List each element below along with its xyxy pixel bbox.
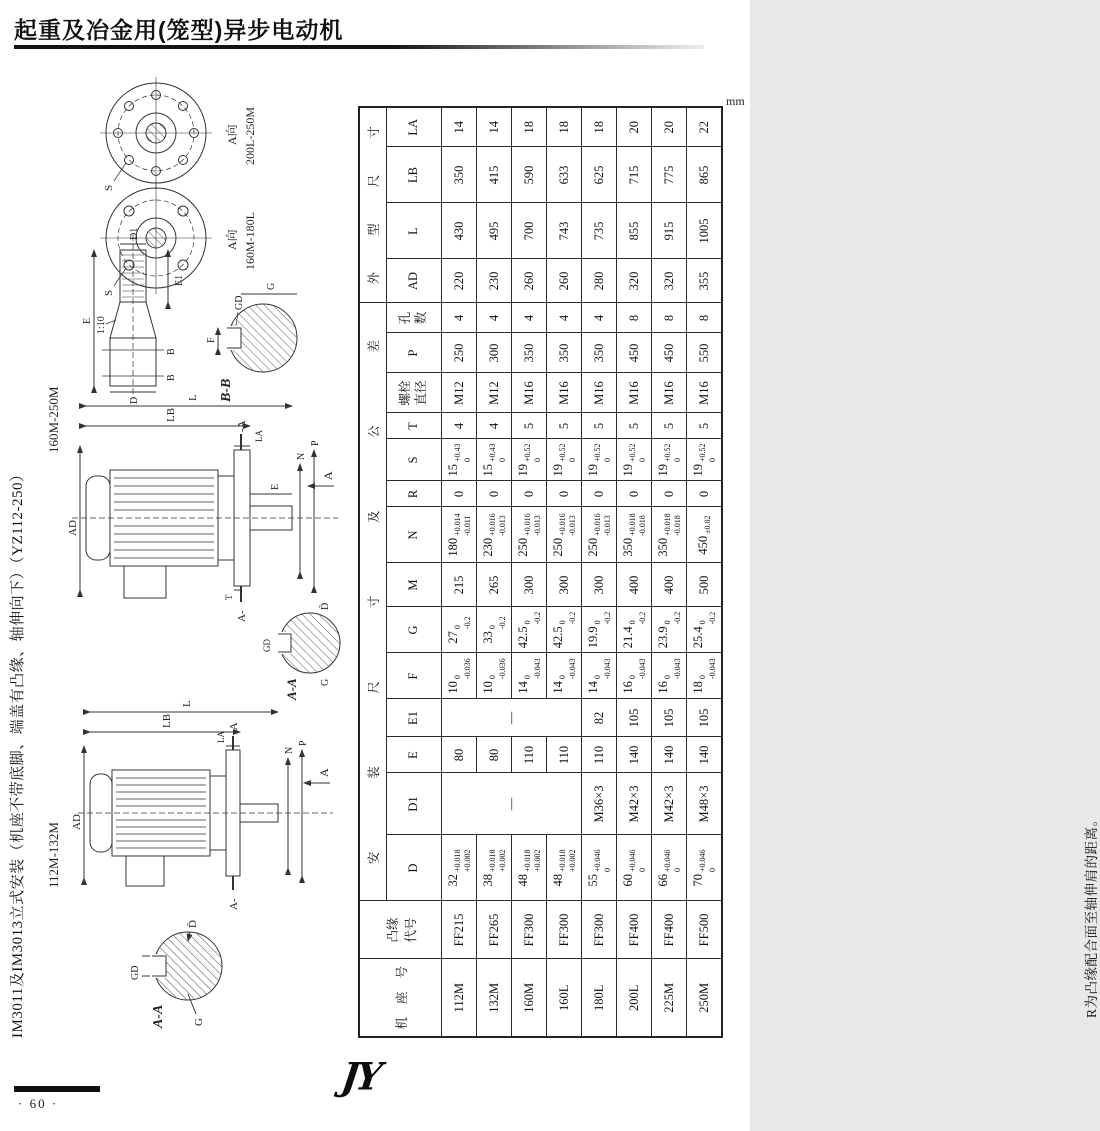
table-row	[617, 107, 652, 1037]
table-cell: FF265	[477, 901, 512, 959]
section-cut-b-right: B	[166, 348, 177, 355]
s-dim-label: S	[103, 289, 115, 296]
table-cell: 5	[582, 413, 617, 439]
section-bb-label: B-B	[219, 378, 234, 402]
table-cell: 1005	[687, 203, 723, 259]
table-cell: FF215	[442, 901, 477, 959]
column-header: LA	[387, 107, 442, 147]
n-dim-label: N	[284, 746, 295, 754]
d-dim-label: D	[129, 396, 140, 404]
table-cell: 500	[687, 563, 723, 607]
table-cell: M42×3	[652, 773, 687, 835]
table-cell: 400	[652, 563, 687, 607]
table-cell: 38 +0.018 +0.002	[477, 835, 512, 901]
table-cell: 4	[512, 303, 547, 333]
table-cell: 112M	[442, 959, 477, 1037]
table-cell: 225M	[652, 959, 687, 1037]
table-cell: 350	[582, 333, 617, 373]
table-cell: 18	[512, 107, 547, 147]
table-cell: 450	[617, 333, 652, 373]
table-cell: 15 +0.43 0	[442, 439, 477, 481]
table-cell: 32 +0.018 +0.002	[442, 835, 477, 901]
table-zone	[358, 108, 1099, 1038]
table-cell: 865	[687, 147, 723, 203]
table-cell: 4	[582, 303, 617, 333]
view-a-label: A向	[225, 124, 239, 145]
table-cell: 27 0 -0.2	[442, 607, 477, 653]
rotated-content	[0, 78, 1099, 1058]
table-cell: 4	[477, 303, 512, 333]
table-cell: FF400	[617, 901, 652, 959]
table-cell: 350 +0.018 -0.018	[617, 507, 652, 563]
column-header: P	[387, 333, 442, 373]
table-cell: 633	[547, 147, 582, 203]
table-cell: 230	[477, 259, 512, 303]
table-row	[687, 107, 723, 1037]
table-cell: 20	[652, 107, 687, 147]
table-cell: 19 +0.52 0	[512, 439, 547, 481]
table-cell: 5	[617, 413, 652, 439]
table-cell: FF400	[652, 901, 687, 959]
table-cell: 300	[477, 333, 512, 373]
table-cell: 140	[687, 737, 723, 773]
table-cell: M36×3	[582, 773, 617, 835]
table-cell: 300	[512, 563, 547, 607]
table-cell: 0	[512, 481, 547, 507]
dimension-table	[358, 106, 723, 1038]
table-cell: 915	[652, 203, 687, 259]
table-row	[582, 107, 617, 1037]
table-cell: 715	[617, 147, 652, 203]
table-cell: 80	[477, 737, 512, 773]
table-cell: 160L	[547, 959, 582, 1037]
table-cell: 55 +0.046 0	[582, 835, 617, 901]
gd-dim-label: GD	[262, 639, 272, 652]
column-header: AD	[387, 259, 442, 303]
table-cell: 250 +0.016 -0.013	[582, 507, 617, 563]
table-cell: 220	[442, 259, 477, 303]
table-cell: 8	[617, 303, 652, 333]
table-cell: 21.4 0 -0.2	[617, 607, 652, 653]
column-header: 机 座 号	[359, 959, 442, 1037]
table-cell: 265	[477, 563, 512, 607]
table-cell: 19 +0.52 0	[652, 439, 687, 481]
table-row	[512, 107, 547, 1037]
table-cell: 33 0 -0.2	[477, 607, 512, 653]
technical-drawings	[38, 98, 350, 1038]
g-dim-label: G	[266, 282, 277, 290]
table-header-row	[387, 107, 442, 1037]
section-cut-b-left: B	[166, 374, 177, 381]
table-cell: 80	[442, 737, 477, 773]
section-aa-label: A-A	[284, 678, 299, 700]
table-row	[652, 107, 687, 1037]
motor-drawing-112m	[71, 700, 333, 910]
column-header: T	[387, 413, 442, 439]
motor-drawing-160m	[67, 394, 338, 622]
table-cell: 14	[442, 107, 477, 147]
table-cell: 8	[687, 303, 723, 333]
table-cell: —	[442, 773, 582, 835]
column-header: E1	[387, 699, 442, 737]
table-cell: 350	[512, 333, 547, 373]
table-cell: 160M	[512, 959, 547, 1037]
table-cell: 250 +0.016 -0.013	[547, 507, 582, 563]
g-dim-label: G	[320, 678, 331, 686]
table-cell: FF300	[547, 901, 582, 959]
table-cell: 16 0 -0.043	[617, 653, 652, 699]
table-cell: 0	[687, 481, 723, 507]
table-cell: 260	[547, 259, 582, 303]
t-dim-label: T	[224, 594, 234, 600]
section-aa-detail-2	[262, 603, 340, 701]
table-cell: 105	[652, 699, 687, 737]
table-cell: 105	[687, 699, 723, 737]
table-cell: 200L	[617, 959, 652, 1037]
figure-group1-label: 112M-132M	[46, 822, 61, 888]
table-cell: 0	[547, 481, 582, 507]
ad-dim-label: AD	[71, 814, 83, 830]
table-cell: 415	[477, 147, 512, 203]
column-header: M	[387, 563, 442, 607]
table-cell: 18	[582, 107, 617, 147]
table-cell: 42.5 0 -0.2	[512, 607, 547, 653]
table-cell: 4	[442, 303, 477, 333]
table-cell: 5	[687, 413, 723, 439]
jy-logo: JY	[338, 1054, 382, 1100]
table-cell: 110	[582, 737, 617, 773]
table-cell: 4	[547, 303, 582, 333]
table-cell: 0	[442, 481, 477, 507]
mounting-heading: IM3011及IM3013立式安装（机座不带底脚、端盖有凸缘、轴伸向下）（YZ112-250）	[10, 466, 26, 1038]
s-dim-label: S	[103, 184, 115, 191]
column-header: 外 型 尺 寸	[359, 107, 387, 303]
shaft-end-detail	[82, 228, 185, 404]
table-cell: 16 0 -0.043	[652, 653, 687, 699]
table-cell: 590	[512, 147, 547, 203]
table-row	[547, 107, 582, 1037]
table-cell: 22	[687, 107, 723, 147]
view-a-arrow-label: A	[317, 768, 331, 777]
table-cell: 19.9 0 -0.2	[582, 607, 617, 653]
column-header: R	[387, 481, 442, 507]
table-cell: 250	[442, 333, 477, 373]
table-cell: 4	[442, 413, 477, 439]
table-cell: FF300	[582, 901, 617, 959]
flange-range-label: 160M-180L	[243, 212, 257, 270]
table-row	[477, 107, 512, 1037]
table-cell: 320	[617, 259, 652, 303]
table-cell: M16	[547, 373, 582, 413]
table-cell: M16	[687, 373, 723, 413]
table-cell: 14 0 -0.043	[512, 653, 547, 699]
table-cell: 14 0 -0.043	[547, 653, 582, 699]
table-cell: 8	[652, 303, 687, 333]
table-cell: 320	[652, 259, 687, 303]
table-cell: 10 0 -0.036	[477, 653, 512, 699]
table-cell: 550	[687, 333, 723, 373]
table-cell: 215	[442, 563, 477, 607]
column-header: D1	[387, 773, 442, 835]
table-cell: 450	[652, 333, 687, 373]
table-cell: 18	[547, 107, 582, 147]
table-cell: 132M	[477, 959, 512, 1037]
e1-dim-label: E1	[174, 274, 185, 286]
figure-group2-label: 160M-250M	[46, 386, 61, 453]
table-cell: FF500	[687, 901, 723, 959]
column-header: 凸缘 代号	[359, 901, 442, 959]
column-header: S	[387, 439, 442, 481]
table-cell: FF300	[512, 901, 547, 959]
flange-view-200l-250m	[100, 77, 257, 191]
column-header: E	[387, 737, 442, 773]
section-aa-detail-1	[130, 920, 222, 1029]
flange-range-label: 200L-250M	[243, 107, 257, 165]
table-cell: 0	[582, 481, 617, 507]
column-header: 螺栓 直径	[387, 373, 442, 413]
unit-label: mm	[726, 94, 745, 108]
table-cell: 48 +0.018 +0.002	[547, 835, 582, 901]
title-rule	[14, 45, 704, 49]
table-cell: M12	[442, 373, 477, 413]
table-cell: 775	[652, 147, 687, 203]
table-cell: 700	[512, 203, 547, 259]
table-cell: 0	[617, 481, 652, 507]
e-dim-label: E	[270, 483, 281, 490]
footer-bar	[14, 1086, 100, 1092]
column-header: G	[387, 607, 442, 653]
table-cell: 495	[477, 203, 512, 259]
view-a-arrow-label: A	[321, 471, 335, 480]
table-cell: 19 +0.52 0	[687, 439, 723, 481]
table-cell: 42.5 0 -0.2	[547, 607, 582, 653]
table-cell: 300	[582, 563, 617, 607]
gd-dim-label: GD	[130, 965, 141, 980]
table-cell: 48 +0.018 +0.002	[512, 835, 547, 901]
table-cell: 450 ±0.02	[687, 507, 723, 563]
section-cut-a-right: -A	[228, 722, 240, 734]
table-cell: 250M	[687, 959, 723, 1037]
table-cell: 15 +0.43 0	[477, 439, 512, 481]
l-dim-label: L	[181, 700, 193, 707]
table-cell: 355	[687, 259, 723, 303]
table-cell: 140	[652, 737, 687, 773]
page-title: 起重及冶金用(笼型)异步电动机	[14, 17, 344, 43]
table-cell: 350 +0.018 -0.018	[652, 507, 687, 563]
table-cell: 14	[477, 107, 512, 147]
table-cell: 110	[512, 737, 547, 773]
table-cell: M16	[652, 373, 687, 413]
table-cell: 5	[652, 413, 687, 439]
table-cell: 430	[442, 203, 477, 259]
g-dim-label: G	[193, 1018, 205, 1026]
gd-dim-label: GD	[234, 295, 245, 310]
table-cell: 60 +0.046 0	[617, 835, 652, 901]
table-cell: 260	[512, 259, 547, 303]
table-cell: —	[442, 699, 582, 737]
table-footnote: R为凸缘配合面至轴伸肩的距离。	[1084, 812, 1099, 1018]
table-cell: M16	[512, 373, 547, 413]
table-cell: M42×3	[617, 773, 652, 835]
table-cell: 743	[547, 203, 582, 259]
table-cell: 82	[582, 699, 617, 737]
taper-ratio-label: 1:10	[96, 316, 107, 334]
table-header-row	[359, 107, 387, 1037]
column-header: F	[387, 653, 442, 699]
section-cut-a-left: A-	[236, 610, 248, 622]
table-cell: 23.9 0 -0.2	[652, 607, 687, 653]
table-cell: 250 +0.016 -0.013	[512, 507, 547, 563]
table-cell: 400	[617, 563, 652, 607]
table-cell: M12	[477, 373, 512, 413]
table-cell: 5	[547, 413, 582, 439]
table-row	[442, 107, 477, 1037]
table-cell: 855	[617, 203, 652, 259]
section-cut-a-right: -A	[236, 420, 248, 432]
la-dim-label: LA	[216, 731, 226, 743]
table-cell: 18 0 -0.043	[687, 653, 723, 699]
la-dim-label: LA	[254, 430, 264, 442]
table-cell: 70 +0.046 0	[687, 835, 723, 901]
ad-dim-label: AD	[67, 520, 79, 536]
table-cell: 14 0 -0.043	[582, 653, 617, 699]
table-cell: 300	[547, 563, 582, 607]
p-dim-label: P	[310, 440, 321, 446]
column-header: 孔 数	[387, 303, 442, 333]
table-cell: 4	[477, 413, 512, 439]
column-header: L	[387, 203, 442, 259]
table-cell: 10 0 -0.036	[442, 653, 477, 699]
l-dim-label: L	[187, 394, 199, 401]
table-cell: 350	[547, 333, 582, 373]
table-cell: 5	[512, 413, 547, 439]
column-header: D	[387, 835, 442, 901]
view-a-label: A向	[225, 229, 239, 250]
section-bb-detail	[206, 283, 297, 403]
p-dim-label: P	[298, 740, 309, 746]
table-cell: 19 +0.52 0	[617, 439, 652, 481]
table-cell: 110	[547, 737, 582, 773]
lb-dim-label: LB	[161, 713, 173, 728]
section-cut-a-left: A-	[228, 898, 240, 910]
table-cell: M16	[617, 373, 652, 413]
table-cell: 0	[652, 481, 687, 507]
table-cell: 66 +0.046 0	[652, 835, 687, 901]
table-cell: 735	[582, 203, 617, 259]
d1-dim-label: D1	[129, 227, 140, 240]
dbar-dim-label: D̄	[320, 602, 331, 610]
section-aa-label: A-A	[151, 1004, 166, 1028]
table-cell: 180 +0.014 -0.011	[442, 507, 477, 563]
column-header: N	[387, 507, 442, 563]
table-cell: 140	[617, 737, 652, 773]
f-dim-label: F	[206, 337, 217, 343]
table-cell: 350	[442, 147, 477, 203]
table-cell: 625	[582, 147, 617, 203]
lb-dim-label: LB	[165, 407, 177, 422]
column-header: LB	[387, 147, 442, 203]
table-cell: 20	[617, 107, 652, 147]
table-cell: 19 +0.52 0	[582, 439, 617, 481]
table-cell: 19 +0.52 0	[547, 439, 582, 481]
table-cell: 105	[617, 699, 652, 737]
table-cell: 25.4 0 -0.2	[687, 607, 723, 653]
table-cell: 230 +0.016 -0.013	[477, 507, 512, 563]
page-number: · 60 ·	[18, 1096, 59, 1111]
dbar-dim-label: D̄	[187, 920, 199, 928]
table-cell: M48×3	[687, 773, 723, 835]
column-header: 安 装 尺 寸 及 公 差	[359, 303, 387, 901]
table-cell: 180L	[582, 959, 617, 1037]
table-cell: 280	[582, 259, 617, 303]
table-cell: M16	[582, 373, 617, 413]
e-dim-label: E	[82, 317, 93, 324]
table-cell: 0	[477, 481, 512, 507]
n-dim-label: N	[296, 452, 307, 460]
